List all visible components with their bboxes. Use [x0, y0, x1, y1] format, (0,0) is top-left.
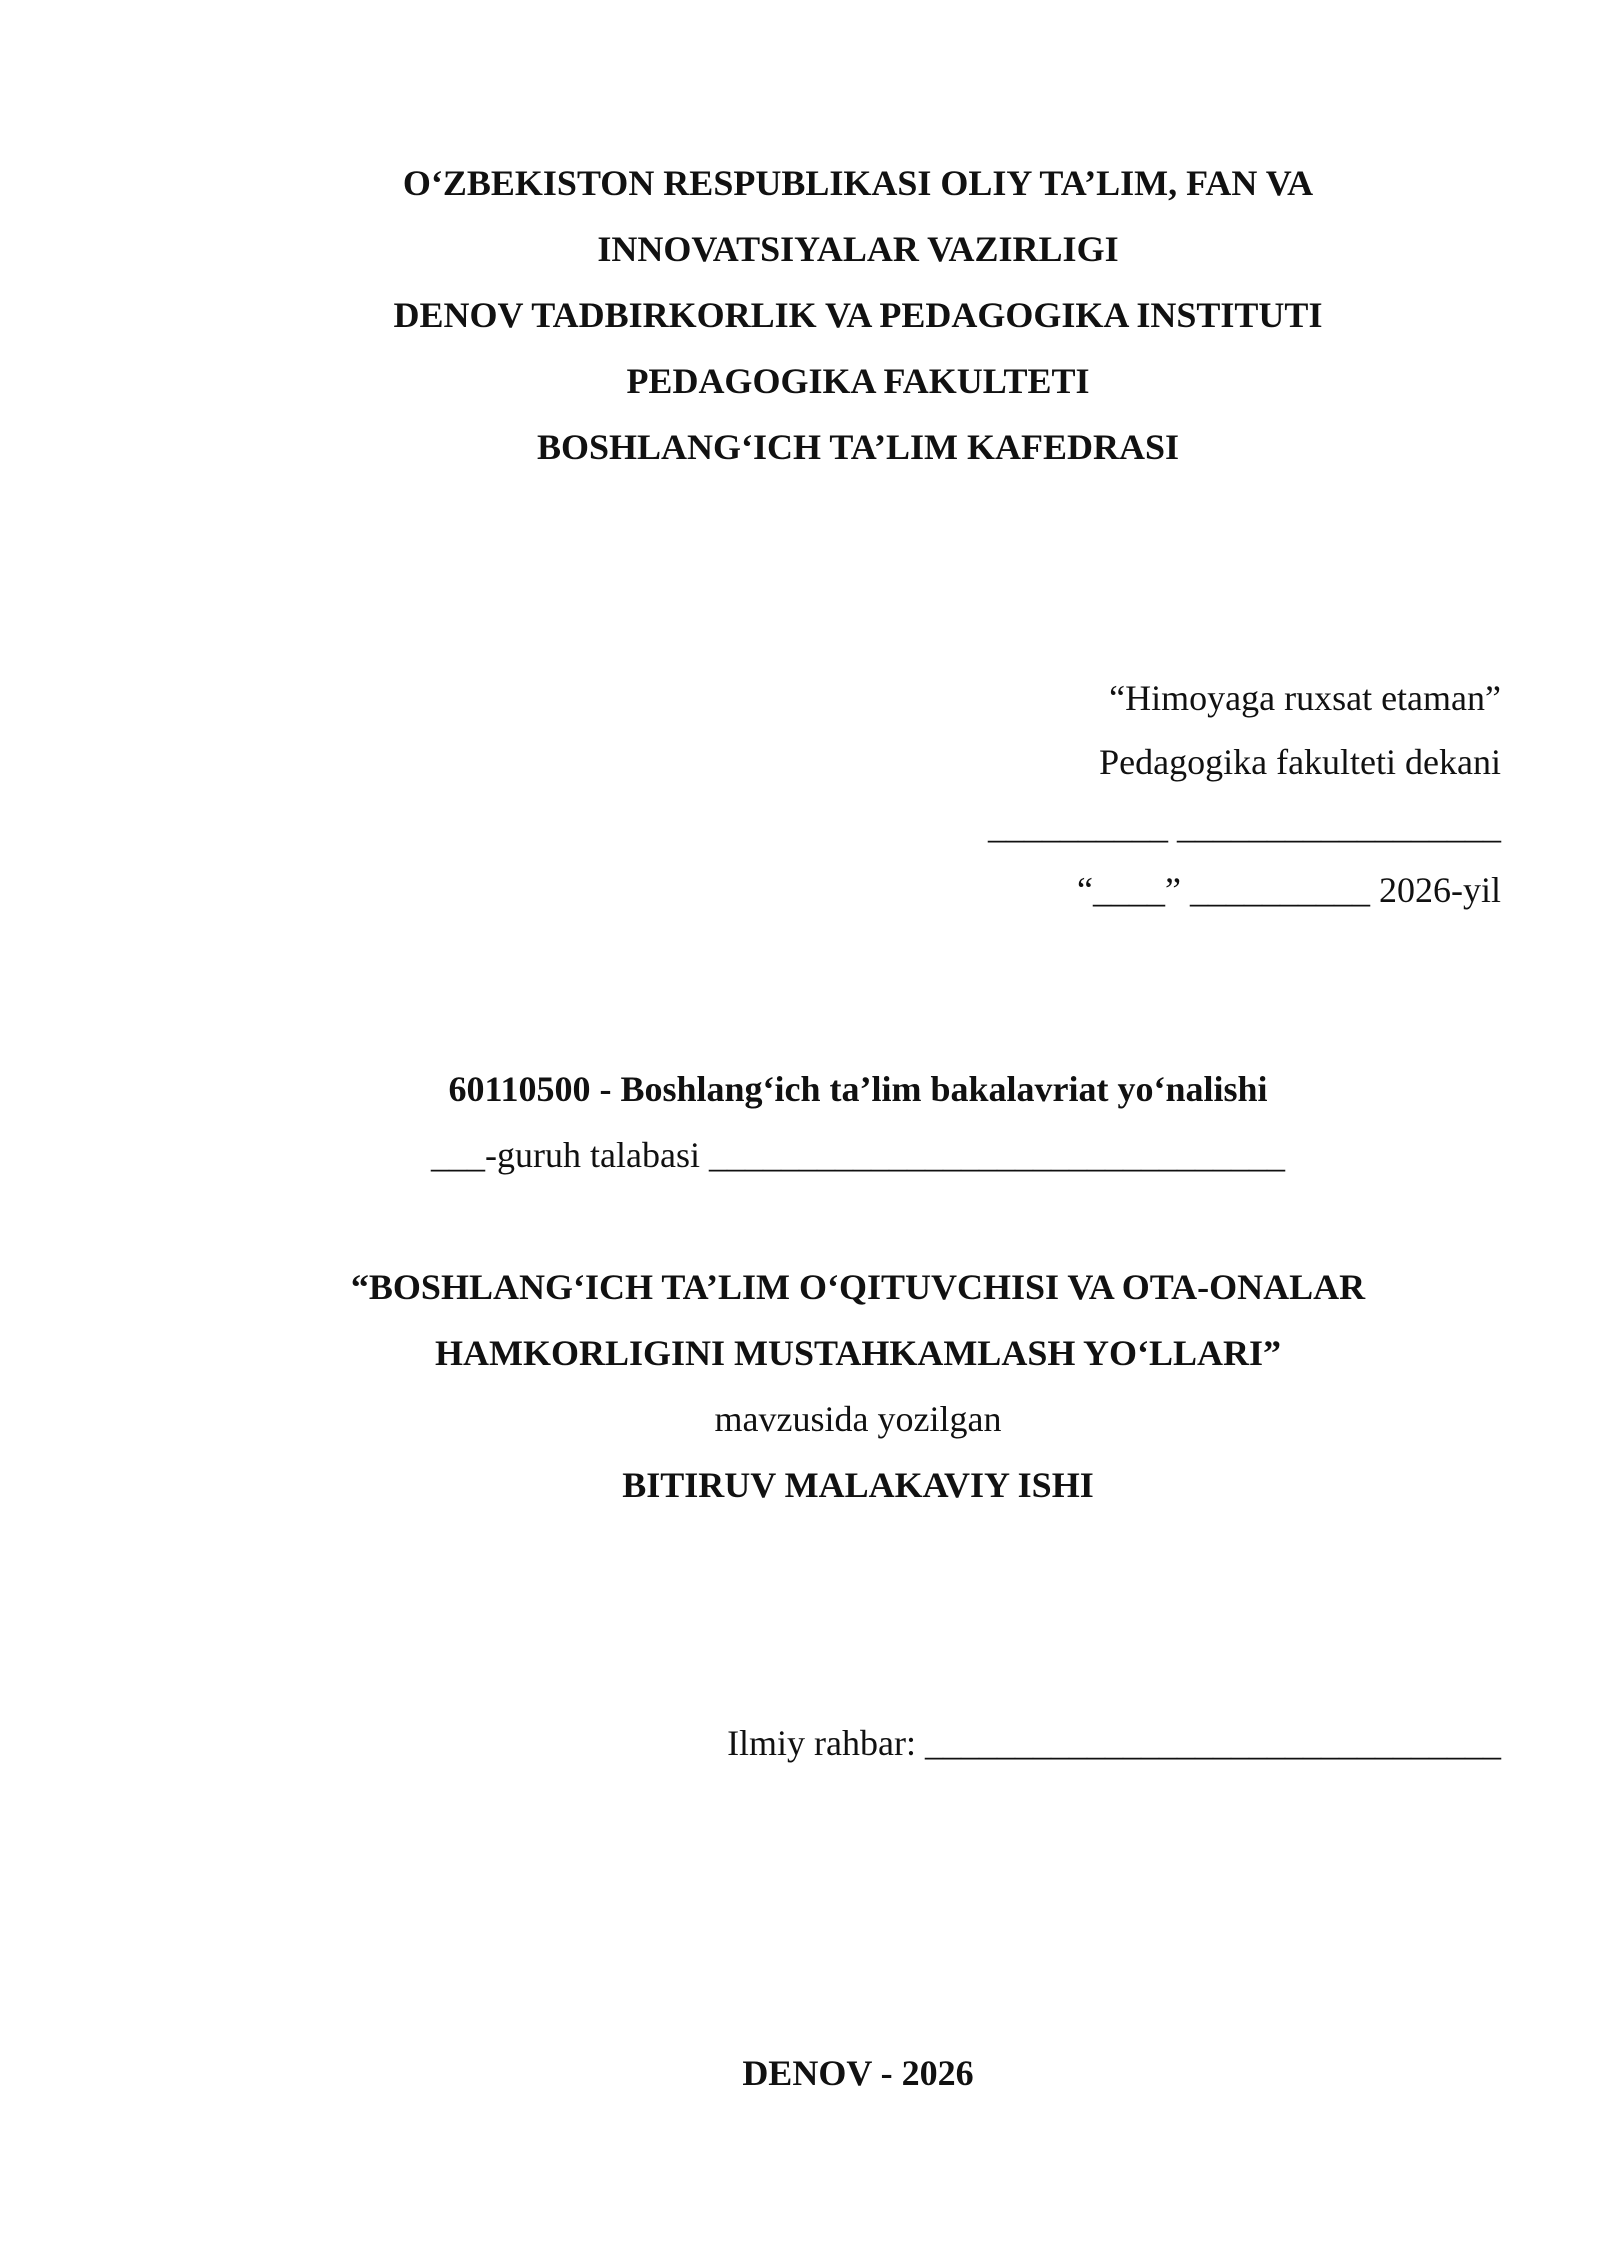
institute-name: DENOV TADBIRKORLIK VA PEDAGOGIKA INSTITUTI — [393, 295, 1323, 335]
institution-header — [0, 150, 1600, 480]
group-student-line: ___-guruh talabasi ________________________________ — [431, 1135, 1285, 1175]
city-year: DENOV - 2026 — [742, 2053, 974, 2093]
program-line: 60110500 - Boshlang‘ich ta’lim bakalavriat yo‘nalishi — [448, 1069, 1268, 1109]
topic-block — [0, 1254, 1600, 1518]
approver-position: Pedagogika fakulteti dekani — [1099, 742, 1501, 782]
approval-title: “Himoyaga ruxsat etaman” — [1109, 678, 1501, 718]
ministry-line-2: INNOVATSIYALAR VAZIRLIGI — [597, 229, 1119, 269]
work-type: BITIRUV MALAKAVIY ISHI — [622, 1465, 1094, 1505]
supervisor-line: Ilmiy rahbar: ________________________________ — [727, 1723, 1501, 1763]
student-block — [0, 1056, 1600, 1188]
topic-title-line-2: HAMKORLIGINI MUSTAHKAMLASH YO‘LLARI” — [434, 1333, 1282, 1373]
topic-subtitle: mavzusida yozilgan — [714, 1399, 1002, 1439]
faculty-name: PEDAGOGIKA FAKULTETI — [626, 361, 1090, 401]
topic-title-line-1: “BOSHLANG‘ICH TA’LIM O‘QITUVCHISI VA OTA-ONALAR — [350, 1267, 1366, 1307]
ministry-line-1: O‘ZBEKISTON RESPUBLIKASI OLIY TA’LIM, FAN VA — [402, 163, 1314, 203]
approval-date-line: “____” __________ 2026-yil — [1077, 870, 1501, 910]
department-name: BOSHLANG‘ICH TA’LIM KAFEDRASI — [536, 427, 1180, 467]
approval-block — [988, 666, 1501, 922]
signature-line: __________ __________________ — [988, 806, 1501, 846]
